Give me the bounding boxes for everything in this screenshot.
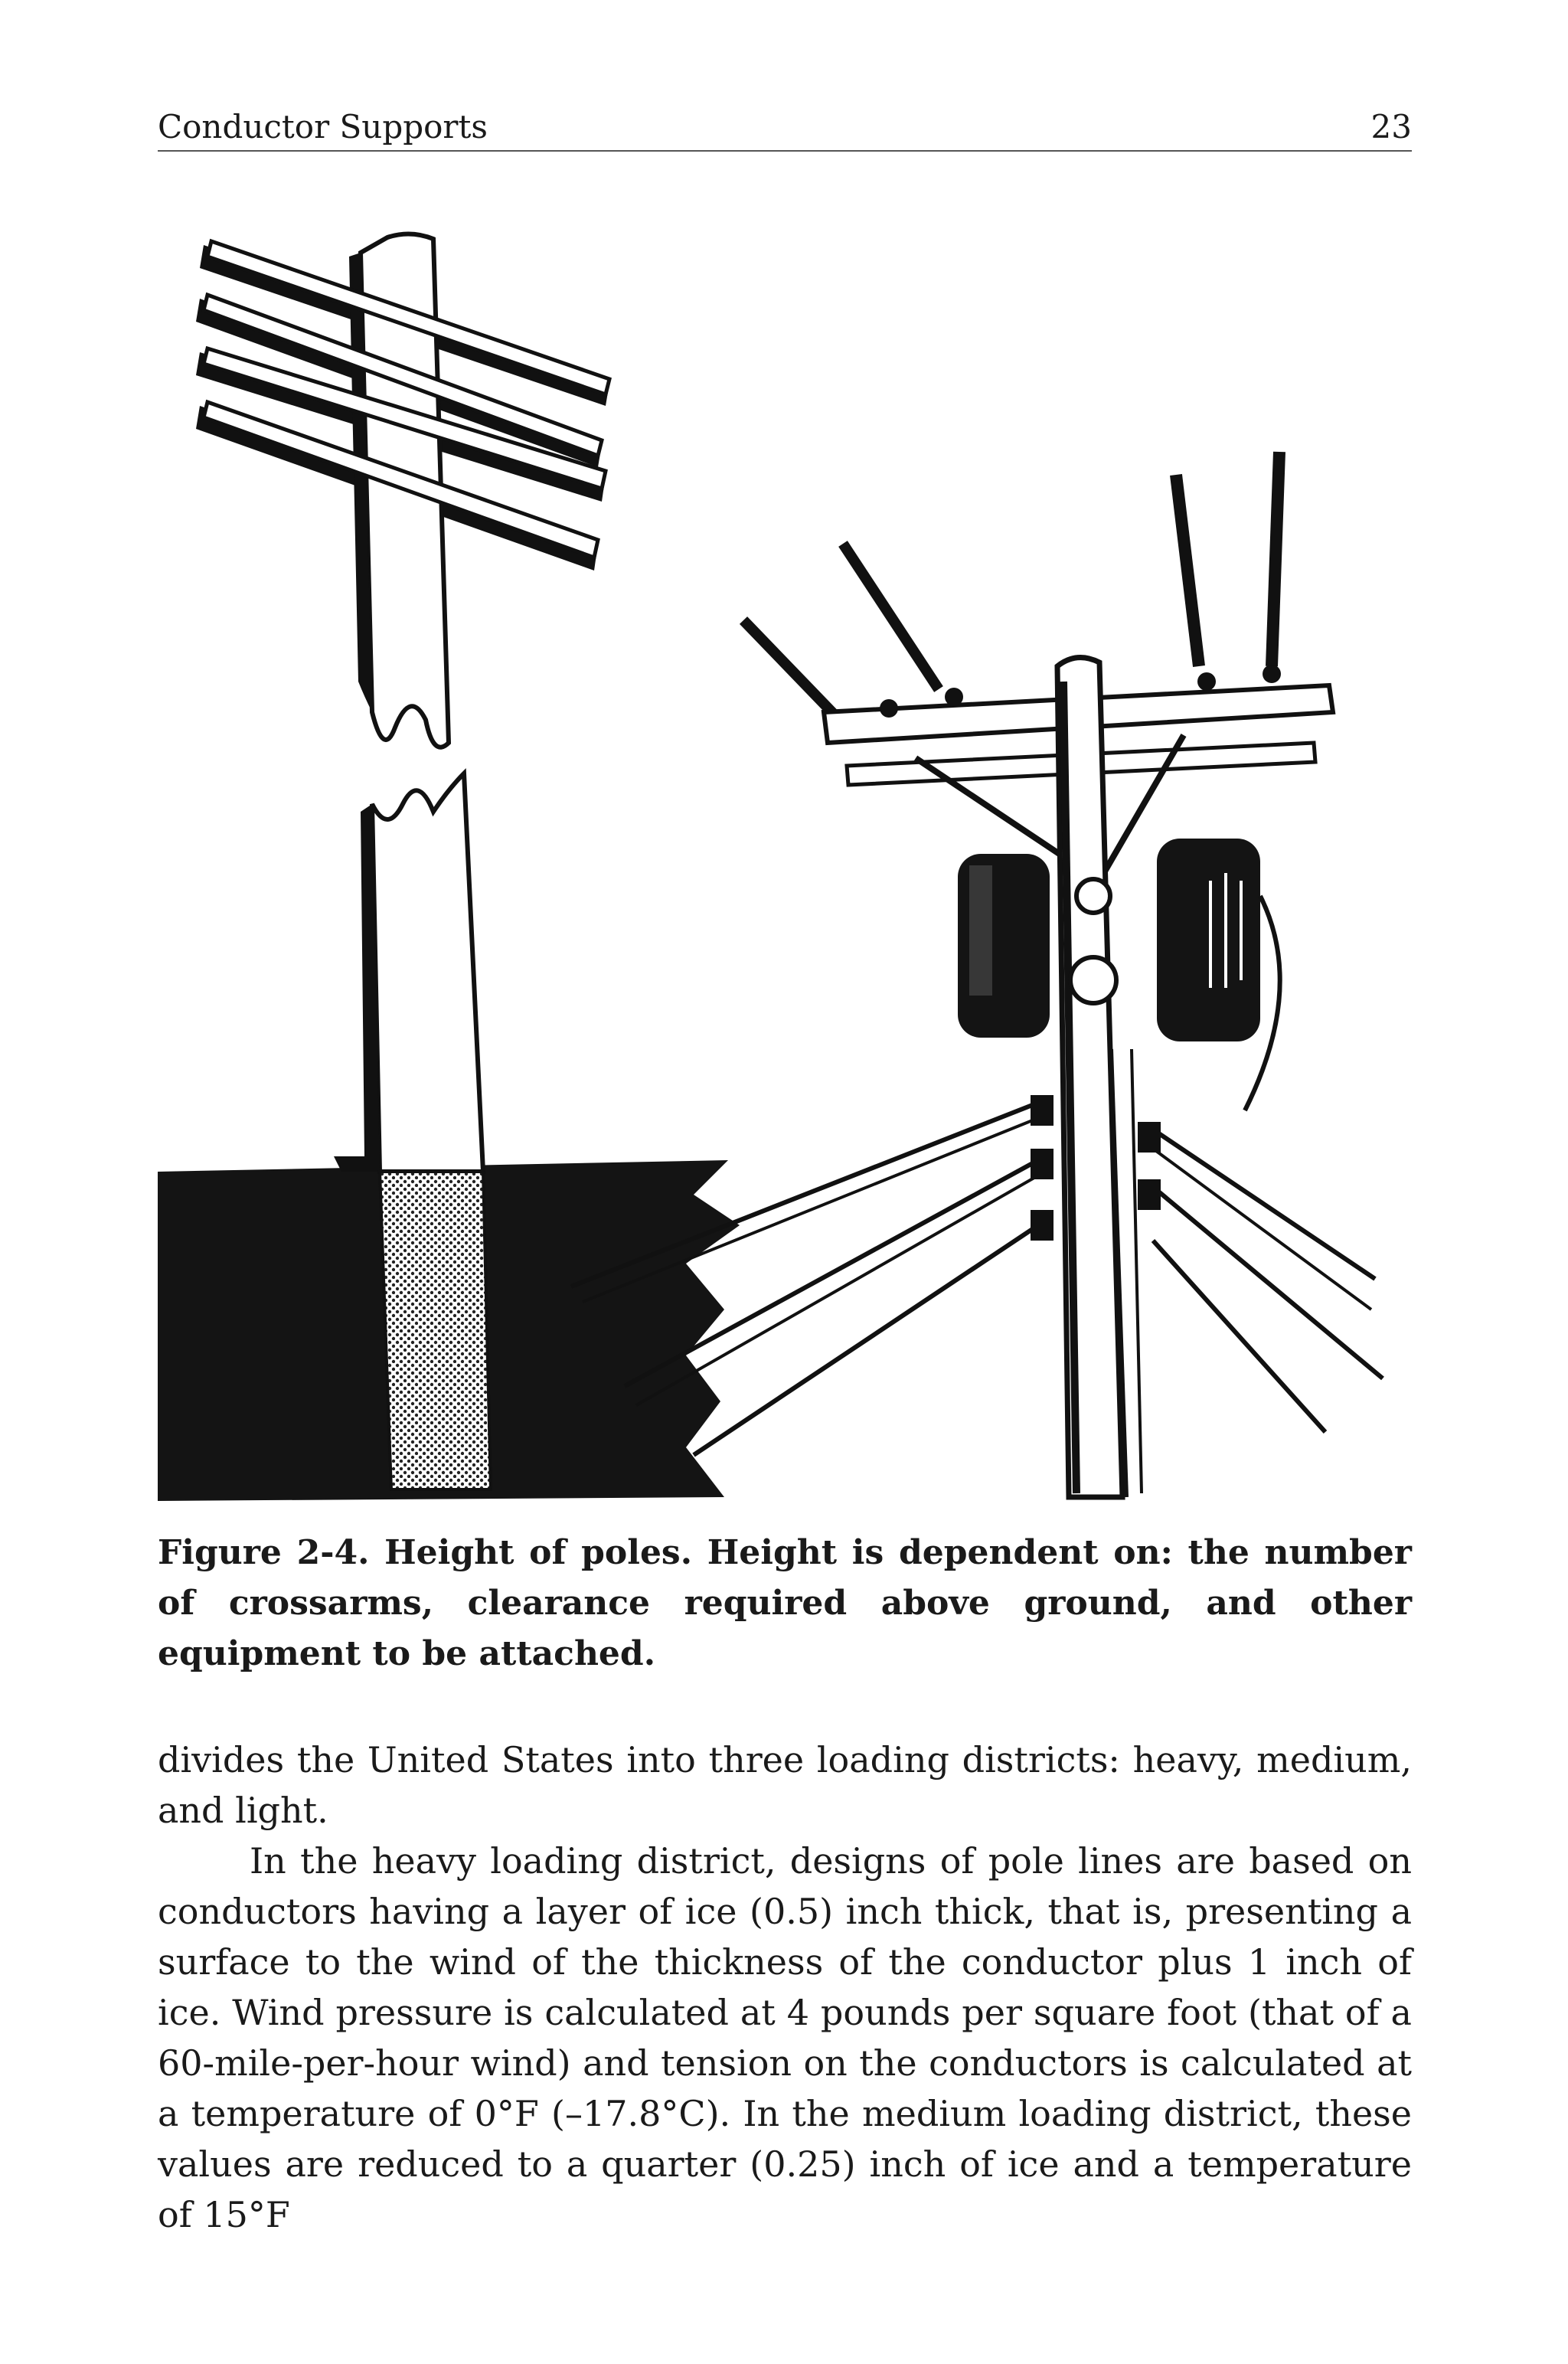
running-title: Conductor Supports: [158, 108, 488, 146]
left-pole-bottom: [158, 773, 740, 1501]
figure-caption: Figure 2-4. Height of poles. Height is dependent on: the number of crossarms, clearance required above ground, and other equipment to be attached.: [158, 1533, 1412, 1673]
paragraph-1: divides the United States into three loading districts: heavy, medium, and light.: [158, 1739, 1412, 1831]
body-text: [158, 1735, 1412, 2240]
page-number: 23: [1370, 108, 1412, 146]
figure-pole-illustration: [158, 222, 1413, 1501]
running-head: [158, 104, 1412, 152]
paragraph-2: In the heavy loading district, designs of pole lines are based on conductors having a layer of ice (0.5) inch thick, that is, presenting a surface to the wind of the thickness of the conductor plus 1 inch of ice. Wind pressure is calculated at 4 pounds per square foot (that of a 60-mile-per-hour wind) and tension on the conductors is calculated at a temperature of 0°F (–17.8°C). In the medium loading district, these values are reduced to a quarter (0.25) inch of ice and a temperature of 15°F: [158, 1840, 1412, 2235]
left-pole-top: [196, 234, 609, 747]
